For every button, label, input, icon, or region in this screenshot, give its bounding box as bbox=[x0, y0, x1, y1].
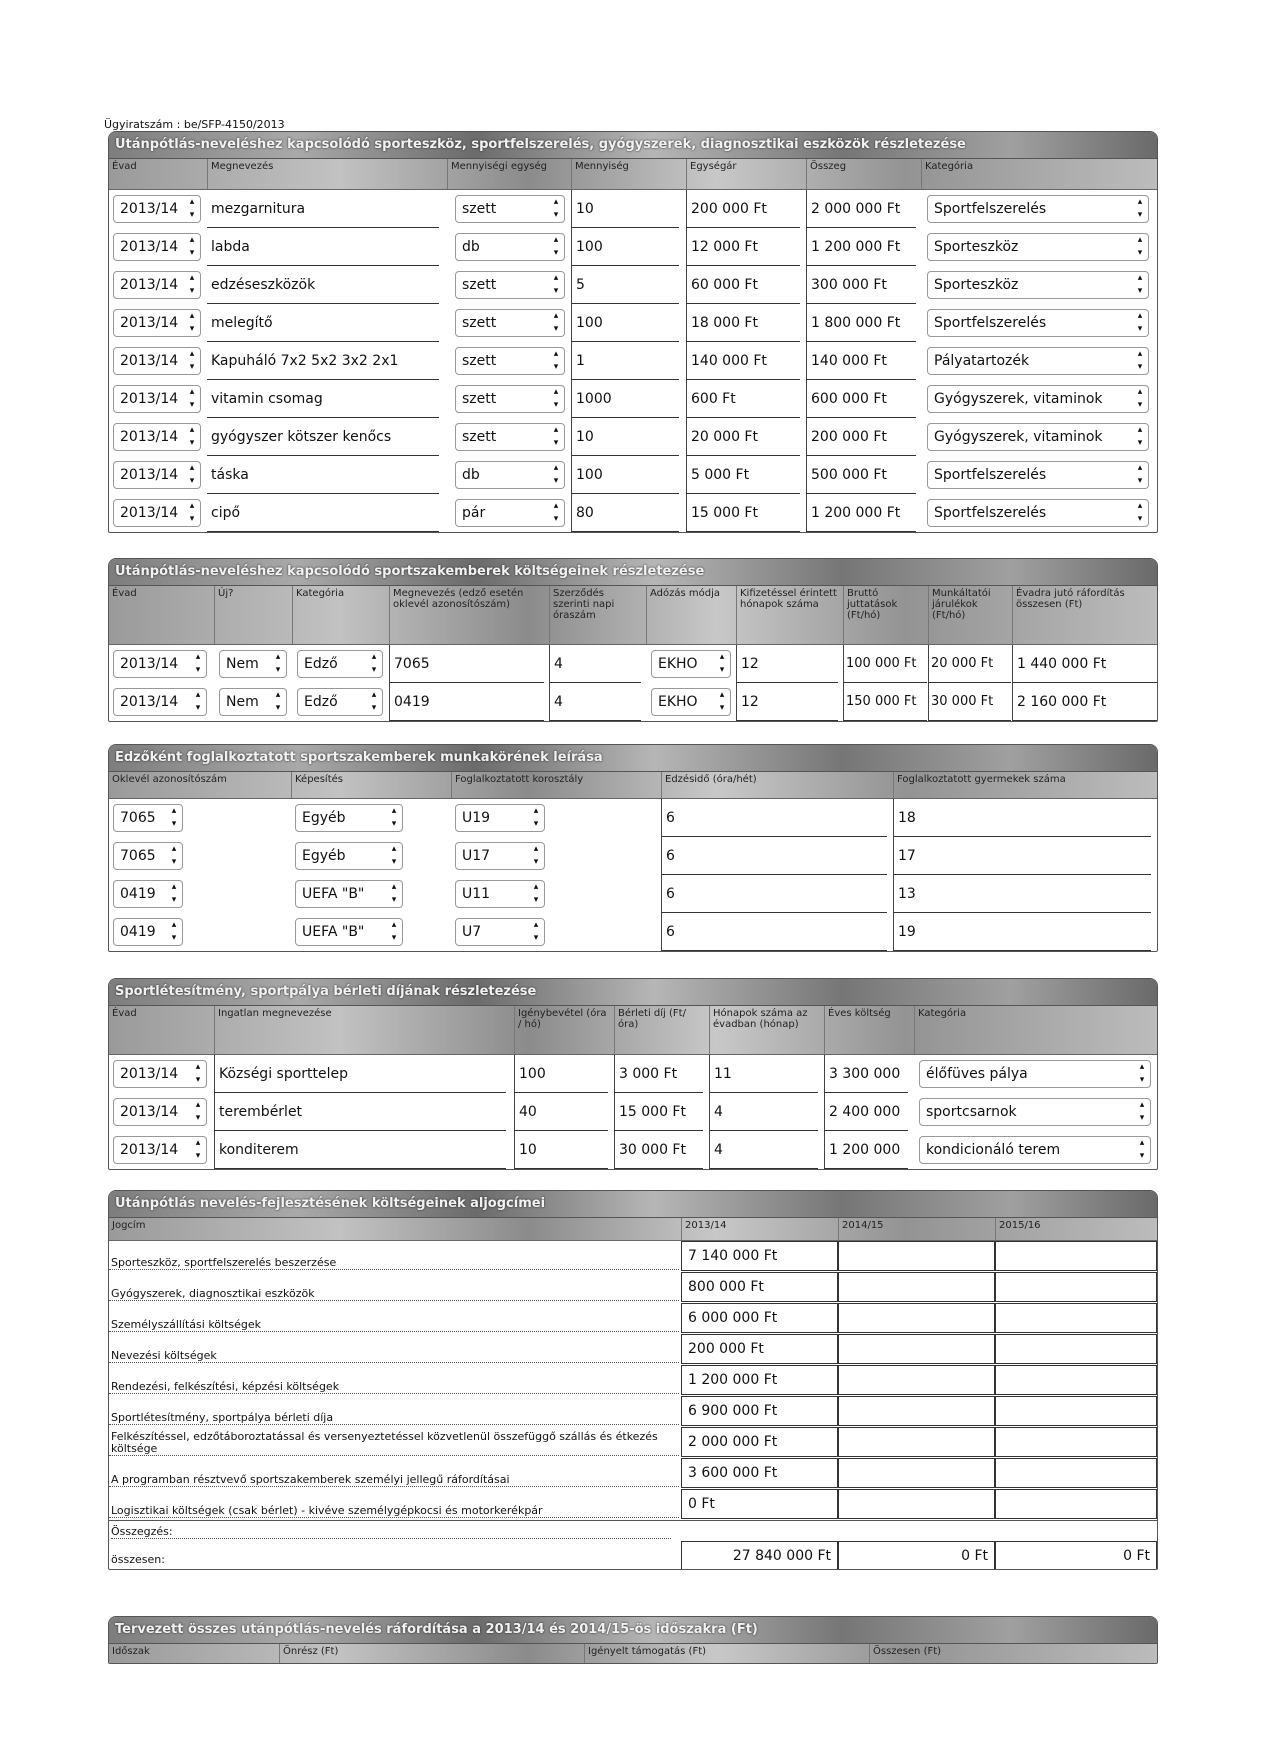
category-select[interactable]: Sportfelszerelés ▴▾ bbox=[927, 195, 1149, 223]
equipment-row bbox=[109, 494, 1157, 532]
summary-label: Összegzés: bbox=[111, 1525, 671, 1539]
item-name-field[interactable]: melegítő bbox=[207, 304, 439, 342]
daily-hours-field[interactable]: 4 bbox=[549, 683, 641, 721]
quantity-field[interactable]: 100 bbox=[571, 228, 679, 266]
col-header-qualification: Képesítés bbox=[291, 772, 451, 798]
season-select[interactable]: 2013/14 ▴▾ bbox=[113, 347, 201, 375]
children-count-field[interactable]: 19 bbox=[893, 913, 1151, 951]
facility-header-row bbox=[109, 1006, 1157, 1055]
usage-field[interactable]: 10 bbox=[514, 1131, 608, 1169]
cost-value-2015-16[interactable] bbox=[995, 1365, 1157, 1395]
daily-hours-field[interactable]: 4 bbox=[549, 645, 641, 683]
tax-method-select[interactable]: EKHO ▴▾ bbox=[651, 650, 731, 678]
total-field[interactable]: 2 000 000 Ft bbox=[806, 190, 916, 228]
col-header-total: Összeg bbox=[806, 159, 921, 189]
total-2015-16: 0 Ft bbox=[995, 1541, 1157, 1570]
season-select[interactable]: 2013/14 ▴▾ bbox=[113, 271, 201, 299]
unit-select[interactable]: db ▴▾ bbox=[455, 233, 565, 261]
item-name-field[interactable]: edzéseszközök bbox=[207, 266, 439, 304]
equipment-row bbox=[109, 190, 1157, 228]
cost-row bbox=[109, 1365, 1157, 1396]
staff-row bbox=[109, 683, 1157, 721]
cost-label: Felkészítéssel, edzőtáboroztatással és versenyeztetéssel közvetlenül összefüggő szállás és étkezés költsége bbox=[109, 1431, 679, 1456]
diploma-select[interactable]: 0419 ▴▾ bbox=[113, 918, 183, 946]
total-field[interactable]: 1 800 000 Ft bbox=[806, 304, 916, 342]
season-select[interactable]: 2013/14 ▴▾ bbox=[113, 499, 201, 527]
new-select[interactable]: Nem ▴▾ bbox=[219, 688, 287, 716]
col-header-total: Évadra jutó ráfordítás összesen (Ft) bbox=[1012, 586, 1157, 644]
unit-select[interactable]: pár ▴▾ bbox=[455, 499, 565, 527]
months-field[interactable]: 4 bbox=[709, 1093, 818, 1131]
col-header-category: Kategória bbox=[292, 586, 389, 644]
quantity-field[interactable]: 10 bbox=[571, 418, 679, 456]
item-name-field[interactable]: labda bbox=[207, 228, 439, 266]
diploma-select[interactable]: 0419 ▴▾ bbox=[113, 880, 183, 908]
equipment-row bbox=[109, 228, 1157, 266]
cost-value-2014-15[interactable] bbox=[838, 1241, 995, 1271]
season-total-field[interactable]: 1 440 000 Ft bbox=[1012, 645, 1157, 683]
col-header-hours: Szerződés szerinti napi óraszám bbox=[549, 586, 646, 644]
cost-value-2015-16[interactable] bbox=[995, 1458, 1157, 1488]
cost-value-2013-14[interactable]: 1 200 000 Ft bbox=[681, 1365, 838, 1395]
cost-value-2015-16[interactable] bbox=[995, 1396, 1157, 1426]
cost-rows bbox=[109, 1241, 1157, 1520]
cost-value-2013-14[interactable]: 6 900 000 Ft bbox=[681, 1396, 838, 1426]
months-field[interactable]: 12 bbox=[736, 683, 838, 721]
name-field[interactable]: 0419 bbox=[389, 683, 544, 721]
staff-costs-section bbox=[108, 558, 1158, 722]
season-select[interactable]: 2013/14 ▴▾ bbox=[113, 195, 201, 223]
category-select[interactable]: élőfüves pálya ▴▾ bbox=[919, 1060, 1151, 1088]
staff-rows bbox=[109, 645, 1157, 721]
qualification-select[interactable]: UEFA "B" ▴▾ bbox=[295, 880, 403, 908]
cost-value-2015-16[interactable] bbox=[995, 1334, 1157, 1364]
total-field[interactable]: 1 200 000 Ft bbox=[806, 228, 916, 266]
usage-field[interactable]: 100 bbox=[514, 1055, 608, 1093]
fee-field[interactable]: 15 000 Ft bbox=[614, 1093, 703, 1131]
col-header-children: Foglalkoztatott gyermekek száma bbox=[893, 772, 1157, 798]
cost-value-2015-16[interactable] bbox=[995, 1241, 1157, 1271]
cost-value-2014-15[interactable] bbox=[838, 1396, 995, 1426]
equipment-rows bbox=[109, 190, 1157, 532]
item-name-field[interactable]: cipő bbox=[207, 494, 439, 532]
usage-field[interactable]: 40 bbox=[514, 1093, 608, 1131]
unit-price-field[interactable]: 18 000 Ft bbox=[686, 304, 800, 342]
total-field[interactable]: 300 000 Ft bbox=[806, 266, 916, 304]
quantity-field[interactable]: 1000 bbox=[571, 380, 679, 418]
cost-label: Gyógyszerek, diagnosztikai eszközök bbox=[109, 1288, 679, 1301]
cost-value-2013-14[interactable]: 0 Ft bbox=[681, 1489, 838, 1519]
equipment-row bbox=[109, 380, 1157, 418]
equipment-row bbox=[109, 418, 1157, 456]
col-header-category: Kategória bbox=[921, 159, 1157, 189]
cost-value-2014-15[interactable] bbox=[838, 1489, 995, 1519]
equipment-row bbox=[109, 456, 1157, 494]
total-2014-15: 0 Ft bbox=[838, 1541, 995, 1570]
cost-label: Sporteszköz, sportfelszerelés beszerzése bbox=[109, 1257, 679, 1270]
col-header-requested-support: Igényelt támogatás (Ft) bbox=[584, 1644, 869, 1664]
gross-field[interactable]: 150 000 Ft bbox=[843, 683, 927, 721]
col-header-category: Kategória bbox=[914, 1006, 1157, 1054]
cost-value-2014-15[interactable] bbox=[838, 1303, 995, 1333]
training-time-field[interactable]: 6 bbox=[661, 799, 887, 837]
equipment-section-title: Utánpótlás-neveléshez kapcsolódó sporteszköz, sportfelszerelés, gyógyszerek, diagnosztikai eszközök részletezése bbox=[109, 132, 1157, 159]
col-header-fee: Bérleti díj (Ft/óra) bbox=[614, 1006, 709, 1054]
cost-row bbox=[109, 1458, 1157, 1489]
unit-price-field[interactable]: 600 Ft bbox=[686, 380, 800, 418]
col-header-contrib: Munkáltatói járulékok (Ft/hó) bbox=[928, 586, 1012, 644]
coach-header-row bbox=[109, 772, 1157, 799]
cost-label: Nevezési költségek bbox=[109, 1350, 679, 1363]
coach-row bbox=[109, 837, 1157, 875]
col-header-months: Hónapok száma az évadban (hónap) bbox=[709, 1006, 824, 1054]
name-field[interactable]: 7065 bbox=[389, 645, 544, 683]
category-select[interactable]: Edző ▴▾ bbox=[297, 688, 383, 716]
cost-row bbox=[109, 1489, 1157, 1520]
col-header-property: Ingatlan megnevezése bbox=[214, 1006, 514, 1054]
tax-method-select[interactable]: EKHO ▴▾ bbox=[651, 688, 731, 716]
item-name-field[interactable]: vitamin csomag bbox=[207, 380, 439, 418]
col-header-evad: Évad bbox=[112, 588, 137, 599]
unit-select[interactable]: szett ▴▾ bbox=[455, 385, 565, 413]
cost-row bbox=[109, 1303, 1157, 1334]
staff-costs-section-title: Utánpótlás-neveléshez kapcsolódó sportszakemberek költségeinek részletezése bbox=[109, 559, 1157, 586]
months-field[interactable]: 12 bbox=[736, 645, 838, 683]
col-header-name: Megnevezés bbox=[207, 159, 447, 189]
coach-duties-section-title: Edzőként foglalkoztatott sportszakemberek munkakörének leírása bbox=[109, 745, 1157, 772]
training-time-field[interactable]: 6 bbox=[661, 913, 887, 951]
diploma-select[interactable]: 7065 ▴▾ bbox=[113, 804, 183, 832]
coach-row bbox=[109, 875, 1157, 913]
cost-row bbox=[109, 1396, 1157, 1427]
total-field[interactable]: 1 200 000 Ft bbox=[806, 494, 916, 532]
cost-subtitles-section-title: Utánpótlás nevelés-fejlesztésének költségeinek aljogcímei bbox=[109, 1191, 1157, 1218]
planned-total-section-title: Tervezett összes utánpótlás-nevelés ráfordítása a 2013/14 és 2014/15-ös időszakra (Ft) bbox=[109, 1617, 1157, 1644]
equipment-section bbox=[108, 131, 1158, 533]
category-select[interactable]: Sporteszköz ▴▾ bbox=[927, 233, 1149, 261]
diploma-select[interactable]: 7065 ▴▾ bbox=[113, 842, 183, 870]
col-header-training-time: Edzésidő (óra/hét) bbox=[661, 772, 893, 798]
quantity-field[interactable]: 100 bbox=[571, 456, 679, 494]
months-field[interactable]: 4 bbox=[709, 1131, 818, 1169]
col-header-months: Kifizetéssel érintett hónapok száma bbox=[736, 586, 843, 644]
facility-row bbox=[109, 1055, 1157, 1093]
cost-value-2013-14[interactable]: 2 000 000 Ft bbox=[681, 1427, 838, 1457]
category-select[interactable]: Sportfelszerelés ▴▾ bbox=[927, 461, 1149, 489]
category-select[interactable]: sportcsarnok ▴▾ bbox=[919, 1098, 1151, 1126]
facility-rental-section-title: Sportlétesítmény, sportpálya bérleti díjának részletezése bbox=[109, 979, 1157, 1006]
cost-value-2013-14[interactable]: 3 600 000 Ft bbox=[681, 1458, 838, 1488]
col-header-title: Jogcím bbox=[112, 1220, 146, 1231]
cost-label: A programban résztvevő sportszakemberek személyi jellegű ráfordításai bbox=[109, 1474, 679, 1487]
season-select[interactable]: 2013/14 ▴▾ bbox=[113, 233, 201, 261]
cost-subtitles-section bbox=[108, 1190, 1158, 1570]
contribution-field[interactable]: 30 000 Ft bbox=[928, 683, 1011, 721]
fee-field[interactable]: 3 000 Ft bbox=[614, 1055, 703, 1093]
col-header-evad: Évad bbox=[112, 161, 137, 172]
category-select[interactable]: Edző ▴▾ bbox=[297, 650, 383, 678]
children-count-field[interactable]: 13 bbox=[893, 875, 1151, 913]
category-select[interactable]: Gyógyszerek, vitaminok ▴▾ bbox=[927, 423, 1149, 451]
document-reference: Ügyiratszám : be/SFP-4150/2013 bbox=[104, 118, 285, 131]
children-count-field[interactable]: 17 bbox=[893, 837, 1151, 875]
annual-cost-field[interactable]: 2 400 000 bbox=[824, 1093, 908, 1131]
age-group-select[interactable]: U7 ▴▾ bbox=[455, 918, 545, 946]
season-select[interactable]: 2013/14 ▴▾ bbox=[113, 1136, 207, 1164]
total-field[interactable]: 500 000 Ft bbox=[806, 456, 916, 494]
season-select[interactable]: 2013/14 ▴▾ bbox=[113, 1098, 207, 1126]
category-select[interactable]: Sportfelszerelés ▴▾ bbox=[927, 309, 1149, 337]
category-select[interactable]: kondicionáló terem ▴▾ bbox=[919, 1136, 1151, 1164]
months-field[interactable]: 11 bbox=[709, 1055, 818, 1093]
col-header-evad: Évad bbox=[112, 1008, 137, 1019]
col-header-name: Megnevezés (edző esetén oklevél azonosítószám) bbox=[389, 586, 549, 644]
gross-field[interactable]: 100 000 Ft bbox=[843, 645, 927, 683]
summary-row bbox=[109, 1520, 1157, 1541]
total-row bbox=[109, 1541, 1157, 1569]
unit-price-field[interactable]: 5 000 Ft bbox=[686, 456, 800, 494]
cost-label: Logisztikai költségek (csak bérlet) - kivéve személygépkocsi és motorkerékpár bbox=[109, 1505, 679, 1518]
item-name-field[interactable]: gyógyszer kötszer kenőcs bbox=[207, 418, 439, 456]
equipment-row bbox=[109, 304, 1157, 342]
equipment-row bbox=[109, 342, 1157, 380]
cost-value-2014-15[interactable] bbox=[838, 1427, 995, 1457]
coach-row bbox=[109, 799, 1157, 837]
col-header-usage: Igénybevétel (óra / hó) bbox=[514, 1006, 614, 1054]
property-name-field[interactable]: terembérlet bbox=[214, 1093, 506, 1131]
contribution-field[interactable]: 20 000 Ft bbox=[928, 645, 1011, 683]
coach-row bbox=[109, 913, 1157, 951]
season-select[interactable]: 2013/14 ▴▾ bbox=[113, 423, 201, 451]
equipment-header-row bbox=[109, 159, 1157, 190]
col-header-gross: Bruttó juttatások (Ft/hó) bbox=[843, 586, 928, 644]
facility-row bbox=[109, 1131, 1157, 1169]
item-name-field[interactable]: mezgarnitura bbox=[207, 190, 439, 228]
property-name-field[interactable]: konditerem bbox=[214, 1131, 506, 1169]
category-select[interactable]: Sporteszköz ▴▾ bbox=[927, 271, 1149, 299]
col-header-2015-16: 2015/16 bbox=[995, 1218, 1157, 1240]
unit-select[interactable]: szett ▴▾ bbox=[455, 423, 565, 451]
quantity-field[interactable]: 80 bbox=[571, 494, 679, 532]
col-header-2013-14: 2013/14 bbox=[681, 1218, 838, 1240]
col-header-price: Egységár bbox=[686, 159, 806, 189]
season-select[interactable]: 2013/14 ▴▾ bbox=[113, 461, 201, 489]
col-header-new: Új? bbox=[214, 586, 292, 644]
season-select[interactable]: 2013/14 ▴▾ bbox=[113, 650, 207, 678]
cost-row bbox=[109, 1272, 1157, 1303]
quantity-field[interactable]: 5 bbox=[571, 266, 679, 304]
cost-value-2013-14[interactable]: 200 000 Ft bbox=[681, 1334, 838, 1364]
col-header-tax: Adózás módja bbox=[646, 586, 736, 644]
unit-price-field[interactable]: 15 000 Ft bbox=[686, 494, 800, 532]
facility-rows bbox=[109, 1055, 1157, 1169]
cost-value-2013-14[interactable]: 800 000 Ft bbox=[681, 1272, 838, 1302]
annual-cost-field[interactable]: 1 200 000 bbox=[824, 1131, 908, 1169]
training-time-field[interactable]: 6 bbox=[661, 875, 887, 913]
age-group-select[interactable]: U17 ▴▾ bbox=[455, 842, 545, 870]
season-select[interactable]: 2013/14 ▴▾ bbox=[113, 309, 201, 337]
qualification-select[interactable]: Egyéb ▴▾ bbox=[295, 804, 403, 832]
quantity-field[interactable]: 1 bbox=[571, 342, 679, 380]
total-field[interactable]: 140 000 Ft bbox=[806, 342, 916, 380]
equipment-row bbox=[109, 266, 1157, 304]
quantity-field[interactable]: 100 bbox=[571, 304, 679, 342]
cost-header-row bbox=[109, 1218, 1157, 1241]
unit-price-field[interactable]: 140 000 Ft bbox=[686, 342, 800, 380]
staff-row bbox=[109, 645, 1157, 683]
age-group-select[interactable]: U11 ▴▾ bbox=[455, 880, 545, 908]
cost-value-2013-14[interactable]: 6 000 000 Ft bbox=[681, 1303, 838, 1333]
total-label: összesen: bbox=[111, 1553, 165, 1566]
col-header-unit: Mennyiségi egység bbox=[447, 159, 571, 189]
category-select[interactable]: Sportfelszerelés ▴▾ bbox=[927, 499, 1149, 527]
cost-value-2013-14[interactable]: 7 140 000 Ft bbox=[681, 1241, 838, 1271]
planned-total-section bbox=[108, 1616, 1158, 1664]
total-field[interactable]: 200 000 Ft bbox=[806, 418, 916, 456]
qualification-select[interactable]: Egyéb ▴▾ bbox=[295, 842, 403, 870]
season-select[interactable]: 2013/14 ▴▾ bbox=[113, 1060, 207, 1088]
qualification-select[interactable]: UEFA "B" ▴▾ bbox=[295, 918, 403, 946]
facility-rental-section bbox=[108, 978, 1158, 1170]
cost-label: Sportlétesítmény, sportpálya bérleti díja bbox=[109, 1412, 679, 1425]
unit-select[interactable]: szett ▴▾ bbox=[455, 309, 565, 337]
season-total-field[interactable]: 2 160 000 Ft bbox=[1012, 683, 1157, 721]
facility-row bbox=[109, 1093, 1157, 1131]
cost-value-2015-16[interactable] bbox=[995, 1272, 1157, 1302]
new-select[interactable]: Nem ▴▾ bbox=[219, 650, 287, 678]
total-field[interactable]: 600 000 Ft bbox=[806, 380, 916, 418]
cost-value-2015-16[interactable] bbox=[995, 1427, 1157, 1457]
col-header-own-share: Önrész (Ft) bbox=[279, 1644, 584, 1664]
category-select[interactable]: Gyógyszerek, vitaminok ▴▾ bbox=[927, 385, 1149, 413]
staff-header-row bbox=[109, 586, 1157, 645]
children-count-field[interactable]: 18 bbox=[893, 799, 1151, 837]
cost-row bbox=[109, 1241, 1157, 1272]
total-2013-14: 27 840 000 Ft bbox=[681, 1541, 838, 1570]
col-header-age-group: Foglalkoztatott korosztály bbox=[451, 772, 661, 798]
unit-price-field[interactable]: 20 000 Ft bbox=[686, 418, 800, 456]
unit-select[interactable]: szett ▴▾ bbox=[455, 271, 565, 299]
annual-cost-field[interactable]: 3 300 000 bbox=[824, 1055, 908, 1093]
property-name-field[interactable]: Községi sporttelep bbox=[214, 1055, 506, 1093]
cost-value-2014-15[interactable] bbox=[838, 1365, 995, 1395]
col-header-2014-15: 2014/15 bbox=[838, 1218, 995, 1240]
season-select[interactable]: 2013/14 ▴▾ bbox=[113, 385, 201, 413]
cost-label: Rendezési, felkészítési, képzési költségek bbox=[109, 1381, 679, 1394]
fee-field[interactable]: 30 000 Ft bbox=[614, 1131, 703, 1169]
cost-value-2014-15[interactable] bbox=[838, 1272, 995, 1302]
cost-value-2014-15[interactable] bbox=[838, 1334, 995, 1364]
cost-value-2015-16[interactable] bbox=[995, 1489, 1157, 1519]
age-group-select[interactable]: U19 ▴▾ bbox=[455, 804, 545, 832]
coach-rows bbox=[109, 799, 1157, 951]
col-header-qty: Mennyiség bbox=[571, 159, 686, 189]
item-name-field[interactable]: Kapuháló 7x2 5x2 3x2 2x1 bbox=[207, 342, 439, 380]
unit-price-field[interactable]: 60 000 Ft bbox=[686, 266, 800, 304]
training-time-field[interactable]: 6 bbox=[661, 837, 887, 875]
item-name-field[interactable]: táska bbox=[207, 456, 439, 494]
category-select[interactable]: Pályatartozék ▴▾ bbox=[927, 347, 1149, 375]
col-header-period: Időszak bbox=[112, 1646, 150, 1657]
unit-price-field[interactable]: 200 000 Ft bbox=[686, 190, 800, 228]
unit-select[interactable]: szett ▴▾ bbox=[455, 195, 565, 223]
col-header-total: Összesen (Ft) bbox=[869, 1644, 1157, 1664]
cost-value-2015-16[interactable] bbox=[995, 1303, 1157, 1333]
cost-row bbox=[109, 1334, 1157, 1365]
planned-header-row bbox=[109, 1644, 1157, 1664]
coach-duties-section bbox=[108, 744, 1158, 952]
unit-price-field[interactable]: 12 000 Ft bbox=[686, 228, 800, 266]
cost-label: Személyszállítási költségek bbox=[109, 1319, 679, 1332]
unit-select[interactable]: db ▴▾ bbox=[455, 461, 565, 489]
season-select[interactable]: 2013/14 ▴▾ bbox=[113, 688, 207, 716]
unit-select[interactable]: szett ▴▾ bbox=[455, 347, 565, 375]
cost-row bbox=[109, 1427, 1157, 1458]
col-header-diploma: Oklevél azonosítószám bbox=[112, 774, 227, 785]
col-header-annual-cost: Éves költség bbox=[824, 1006, 914, 1054]
quantity-field[interactable]: 10 bbox=[571, 190, 679, 228]
cost-value-2014-15[interactable] bbox=[838, 1458, 995, 1488]
